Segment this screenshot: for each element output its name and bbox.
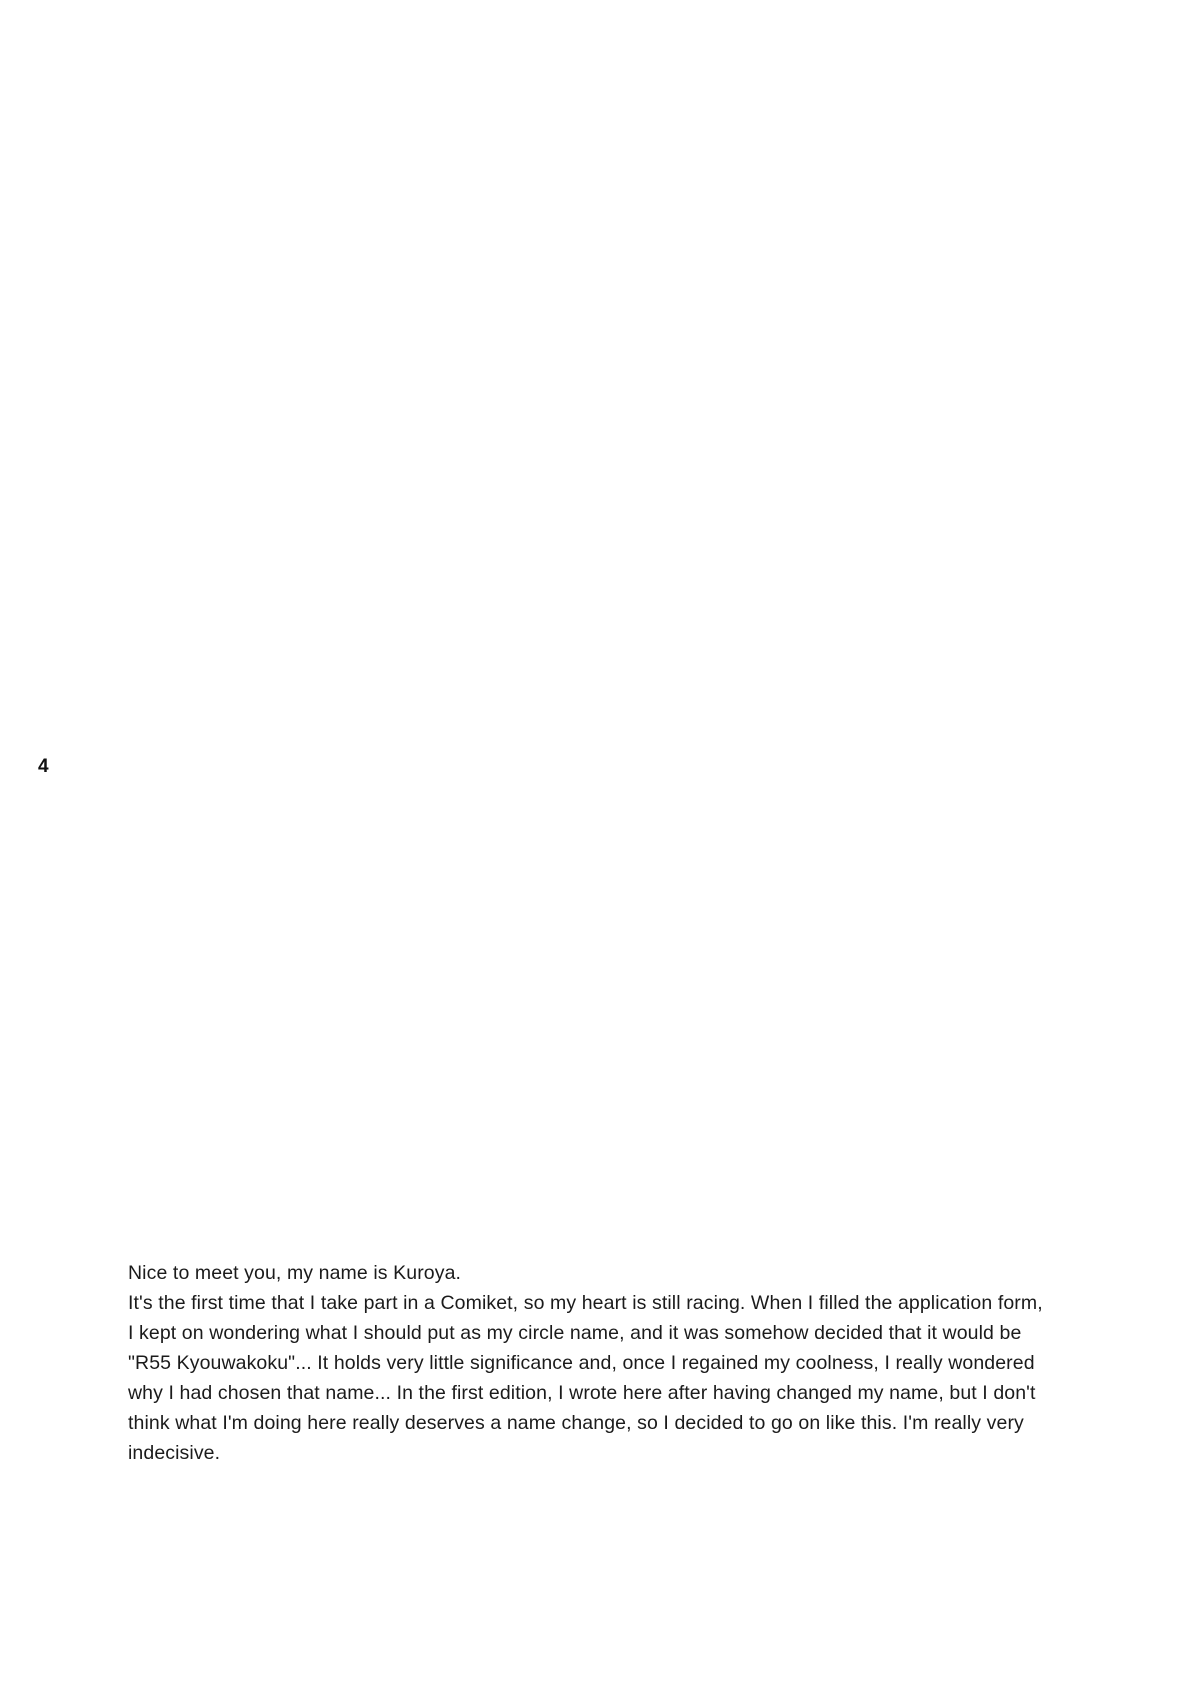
afterword-body: It's the first time that I take part in a Comiket, so my heart is still racing. When I filled the application form, I kept on wondering what I should put as my circle name, and it was somehow decided that it would be "R55 Kyouwakoku"... It holds very little significance and, once I regained my coolness, I really wondered why I had chosen that name... In the first edition, I wrote here after having changed my name, but I don't think what I'm doing here really deserves a name change, so I decided to go on like this. I'm really very indecisive. xyxy=(128,1292,1043,1465)
afterword-block xyxy=(128,1258,1048,1468)
page-number: 4 xyxy=(38,756,49,777)
afterword-greeting: Nice to meet you, my name is Kuroya. xyxy=(128,1262,462,1284)
